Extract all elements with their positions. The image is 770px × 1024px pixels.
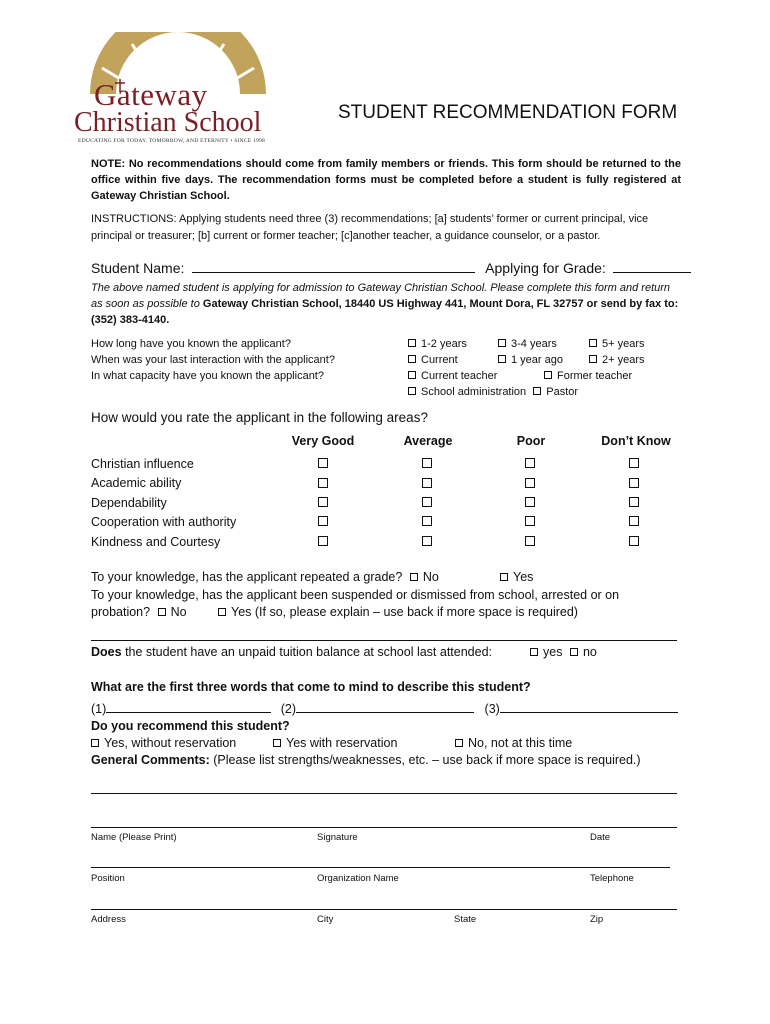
logo-tagline: EDUCATING FOR TODAY, TOMORROW, AND ETERNITY • SINCE 1998 <box>78 138 265 144</box>
comments-label: General Comments: <box>91 753 210 767</box>
option-1-year-ago[interactable]: 1 year ago <box>498 354 563 366</box>
comments-instructions: (Please list strengths/weaknesses, etc. – use back if more space is required.) <box>213 753 641 767</box>
checkbox-icon <box>273 739 281 747</box>
label-signature: Signature <box>317 832 358 843</box>
suspended-question-cont: probation? <box>91 605 151 619</box>
repeat-grade-row <box>91 570 439 584</box>
rating-col-average: Average <box>403 434 453 448</box>
rating-checkbox[interactable] <box>629 536 639 546</box>
three-words-question: What are the first three words that come to mind to describe this student? <box>91 680 531 694</box>
rating-checkbox[interactable] <box>318 516 328 526</box>
checkbox-icon <box>158 608 166 616</box>
rating-checkbox[interactable] <box>525 497 535 507</box>
checkbox-icon <box>544 371 552 379</box>
instructions-text: INSTRUCTIONS: Applying students need three (3) recommendations; [a] students’ former or current principal, vice principal or treasurer; [b] current or former teacher; [c]another teacher, a guidance counselor, or a pastor. <box>91 213 649 242</box>
checkbox-icon <box>530 648 538 656</box>
checkbox-icon <box>498 339 506 347</box>
recommend-yes-with-reservation[interactable]: Yes with reservation <box>273 736 397 750</box>
option-2-plus-years[interactable]: 2+ years <box>589 354 645 366</box>
option-former-teacher[interactable]: Former teacher <box>544 370 632 382</box>
relationship-questions <box>91 336 335 384</box>
question-capacity: In what capacity have you known the applicant? <box>91 370 324 382</box>
suspended-no[interactable]: No <box>158 605 187 619</box>
label-position: Position <box>91 873 125 884</box>
return-text-bold: Gateway Christian School, 18440 US Highway 441, Mount Dora, FL 32757 or send by fax to: (352) 383-4140. <box>91 298 679 326</box>
student-name-field[interactable] <box>192 272 475 273</box>
tuition-no[interactable]: no <box>570 645 597 659</box>
word3-field[interactable] <box>500 712 678 713</box>
comments-line[interactable] <box>91 793 677 794</box>
label-name: Name (Please Print) <box>91 832 177 843</box>
label-city: City <box>317 914 334 925</box>
note-text: NOTE: No recommendations should come from family members or friends. This form should be returned to the office within five days. The recommendation forms must be completed before a student is fully registered at Gateway Christian School. <box>91 158 681 202</box>
word2-field[interactable] <box>296 712 474 713</box>
rating-col-dont-know: Don’t Know <box>601 434 671 448</box>
checkbox-icon <box>570 648 578 656</box>
applying-grade-field[interactable] <box>613 272 691 273</box>
rating-checkbox[interactable] <box>422 536 432 546</box>
rating-checkbox[interactable] <box>318 478 328 488</box>
rating-checkbox[interactable] <box>525 458 535 468</box>
rating-checkbox[interactable] <box>525 478 535 488</box>
word1-field[interactable] <box>106 712 271 713</box>
checkbox-icon <box>498 355 506 363</box>
option-1-2-years[interactable]: 1-2 years <box>408 338 467 350</box>
rating-col-very-good: Very Good <box>291 434 355 448</box>
rating-checkbox[interactable] <box>318 458 328 468</box>
tuition-question: the student have an unpaid tuition balance at school last attended: <box>125 645 492 659</box>
checkbox-icon <box>408 387 416 395</box>
logo-line2: Christian School <box>74 107 262 138</box>
checkbox-icon <box>408 339 416 347</box>
repeat-grade-no[interactable]: No <box>410 570 439 584</box>
label-zip: Zip <box>590 914 604 925</box>
rating-row-label: Kindness and Courtesy <box>91 535 221 549</box>
recommend-question: Do you recommend this student? <box>91 719 290 733</box>
rating-col-poor: Poor <box>516 434 546 448</box>
student-name-row <box>91 260 691 276</box>
rating-row-label: Dependability <box>91 496 167 510</box>
address-line[interactable] <box>91 909 677 910</box>
rating-checkbox[interactable] <box>422 478 432 488</box>
word3-label: (3) <box>484 702 500 716</box>
rating-row-label: Cooperation with authority <box>91 515 237 529</box>
label-organization: Organization Name <box>317 873 399 884</box>
suspended-question: To your knowledge, has the applicant been suspended or dismissed from school, arrested or on <box>91 588 620 602</box>
checkbox-icon <box>218 608 226 616</box>
option-current[interactable]: Current <box>408 354 458 366</box>
rating-checkbox[interactable] <box>318 536 328 546</box>
recommend-yes[interactable]: Yes, without reservation <box>91 736 236 750</box>
applying-grade-label: Applying for Grade: <box>485 260 606 276</box>
rating-checkbox[interactable] <box>525 516 535 526</box>
school-logo <box>72 32 284 152</box>
rating-row-label: Christian influence <box>91 457 194 471</box>
option-current-teacher[interactable]: Current teacher <box>408 370 497 382</box>
tuition-question-bold: Does <box>91 645 122 659</box>
suspended-yes[interactable]: Yes (If so, please explain – use back if more space is required) <box>218 605 578 619</box>
rating-checkbox[interactable] <box>629 478 639 488</box>
rating-checkbox[interactable] <box>629 458 639 468</box>
student-name-label: Student Name: <box>91 260 185 276</box>
logo-line1: Gateway <box>94 77 208 112</box>
label-state: State <box>454 914 477 925</box>
checkbox-icon <box>455 739 463 747</box>
word2-label: (2) <box>280 702 297 716</box>
three-words-row <box>91 702 678 716</box>
checkbox-icon <box>589 339 597 347</box>
option-pastor[interactable]: Pastor <box>533 386 578 398</box>
option-school-administration[interactable]: School administration <box>408 386 526 398</box>
checkbox-icon <box>408 355 416 363</box>
repeat-grade-question: To your knowledge, has the applicant repeated a grade? <box>91 570 403 584</box>
word1-label: (1) <box>91 702 107 716</box>
repeat-grade-yes[interactable]: Yes <box>500 570 533 584</box>
option-5-plus-years[interactable]: 5+ years <box>589 338 645 350</box>
label-address: Address <box>91 914 126 925</box>
comments-row <box>91 753 641 767</box>
rating-row-label: Academic ability <box>91 476 182 490</box>
rating-checkbox[interactable] <box>422 458 432 468</box>
return-instructions <box>91 280 683 328</box>
suspended-explain-line[interactable] <box>91 640 677 641</box>
rating-checkbox[interactable] <box>629 497 639 507</box>
rating-checkbox[interactable] <box>422 497 432 507</box>
question-how-long: How long have you known the applicant? <box>91 338 291 350</box>
checkbox-icon <box>408 371 416 379</box>
checkbox-icon <box>500 573 508 581</box>
position-line[interactable] <box>91 867 670 868</box>
name-signature-line[interactable] <box>91 827 677 828</box>
option-3-4-years[interactable]: 3-4 years <box>498 338 557 350</box>
tuition-yes[interactable]: yes <box>530 645 562 659</box>
tuition-row <box>91 645 492 659</box>
rating-checkbox[interactable] <box>525 536 535 546</box>
rating-checkbox[interactable] <box>629 516 639 526</box>
checkbox-icon <box>589 355 597 363</box>
suspended-row <box>91 605 578 619</box>
checkbox-icon <box>91 739 99 747</box>
label-telephone: Telephone <box>590 873 634 884</box>
rating-checkbox[interactable] <box>422 516 432 526</box>
label-date: Date <box>590 832 611 843</box>
checkbox-icon <box>410 573 418 581</box>
return-text-italic: The above named student is applying for admission to Gateway Christian School. Please complete this form and return as soon as possible to <box>91 282 671 310</box>
form-title: STUDENT RECOMMENDATION FORM <box>338 102 678 123</box>
rating-prompt: How would you rate the applicant in the following areas? <box>91 410 428 425</box>
recommend-no[interactable]: No, not at this time <box>455 736 572 750</box>
rating-checkbox[interactable] <box>318 497 328 507</box>
checkbox-icon <box>533 387 541 395</box>
question-last-interaction: When was your last interaction with the applicant? <box>91 354 335 366</box>
